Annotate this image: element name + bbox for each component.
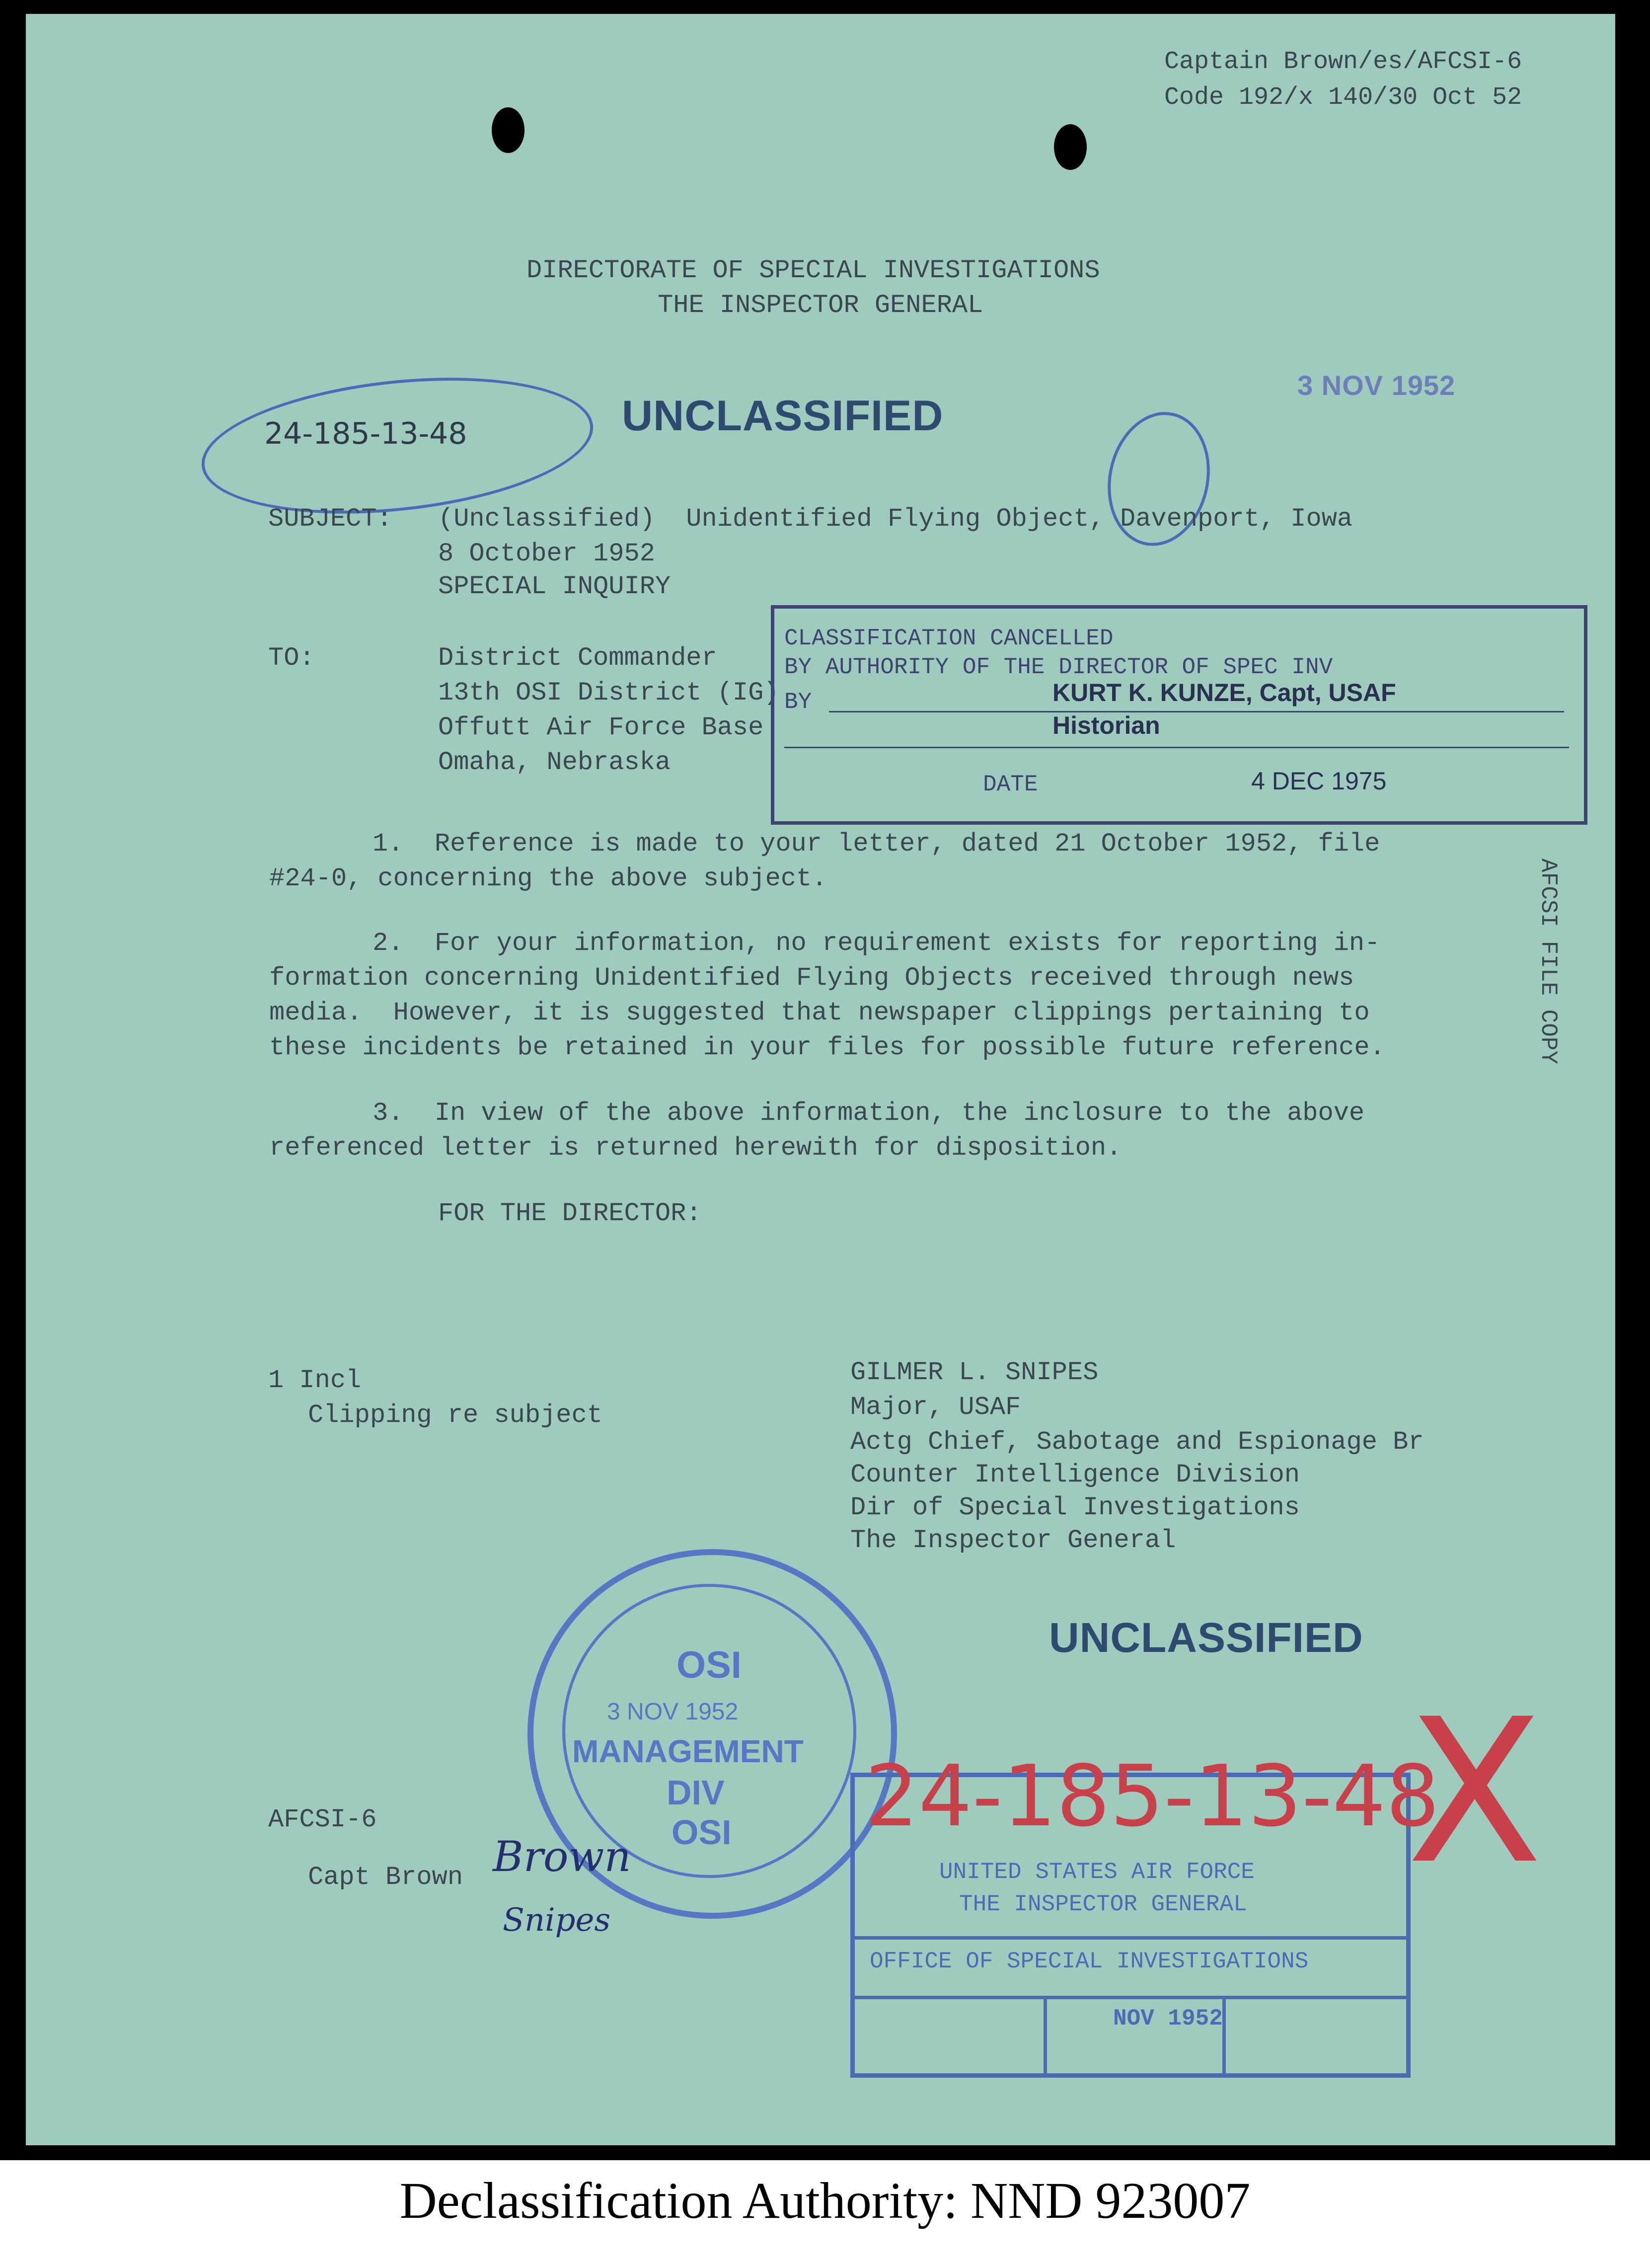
- routing-line-2: Code 192/x 140/30 Oct 52: [1164, 83, 1522, 112]
- punch-hole-right: [1054, 124, 1087, 170]
- declassification-caption: Declassification Authority: NND 923007: [399, 2172, 1251, 2229]
- para-1-line-2: #24-0, concerning the above subject.: [269, 864, 827, 893]
- routing-officer: Capt Brown: [308, 1863, 463, 1892]
- signer-title-1: Actg Chief, Sabotage and Espionage Br: [850, 1427, 1424, 1457]
- subject-line-2: 8 October 1952: [438, 539, 655, 568]
- subject-line-1: (Unclassified) Unidentified Flying Object, Davenport, Iowa: [438, 504, 1353, 534]
- cancel-officer-title: Historian: [1052, 711, 1160, 739]
- document-page: [26, 14, 1615, 2145]
- cancel-line-1: CLASSIFICATION CANCELLED: [784, 626, 1114, 651]
- handwritten-file-number: 24-185-13-48: [865, 1747, 1440, 1846]
- letterhead-line-1: DIRECTORATE OF SPECIAL INVESTIGATIONS: [526, 256, 1100, 285]
- usaf-stamp-divider-2: [1222, 1996, 1226, 2073]
- cancel-mid-rule: [784, 747, 1569, 748]
- closing-line: FOR THE DIRECTOR:: [438, 1199, 702, 1228]
- routing-office: AFCSI-6: [268, 1805, 377, 1834]
- enclosure-line-2: Clipping re subject: [308, 1401, 602, 1430]
- para-2-line-3: media. However, it is suggested that newspaper clippings pertaining to: [269, 998, 1370, 1027]
- para-2-line-4: these incidents be retained in your files for possible future reference.: [269, 1033, 1385, 1062]
- usaf-stamp-rule-top: [855, 1936, 1406, 1940]
- usaf-osi-receipt-stamp: [850, 1747, 1440, 2078]
- letterhead-line-2: THE INSPECTOR GENERAL: [658, 291, 983, 320]
- enclosure-line-1: 1 Incl: [268, 1366, 362, 1395]
- para-2-line-2: formation concerning Unidentified Flying Objects received through news: [269, 963, 1354, 993]
- punch-hole-left: [492, 107, 525, 153]
- usaf-stamp-divider-1: [1044, 1996, 1047, 2073]
- usaf-stamp-rule-bottom: [855, 1996, 1406, 1999]
- snipes-initials: Snipes: [503, 1902, 611, 1939]
- signer-title-2: Counter Intelligence Division: [850, 1460, 1300, 1489]
- seal-osi: OSI: [676, 1644, 742, 1686]
- signer-title-4: The Inspector General: [850, 1526, 1176, 1555]
- usaf-stamp-line-3: OFFICE OF SPECIAL INVESTIGATIONS: [870, 1949, 1309, 1974]
- cancel-officer-name: KURT K. KUNZE, Capt, USAF: [1052, 679, 1396, 706]
- usaf-stamp-line-2: THE INSPECTOR GENERAL: [959, 1891, 1247, 1917]
- usaf-stamp-line-1: UNITED STATES AIR FORCE: [939, 1859, 1255, 1885]
- seal-line-3: OSI: [672, 1813, 732, 1852]
- date-received-stamp: 3 NOV 1952: [1297, 370, 1456, 401]
- to-label: TO:: [268, 643, 315, 673]
- afcsi-file-copy-stamp: AFCSI FILE COPY: [1535, 859, 1561, 1065]
- seal-date: 3 NOV 1952: [607, 1699, 739, 1725]
- red-x-mark: X: [1407, 1677, 1543, 1908]
- subject-line-3: SPECIAL INQUIRY: [438, 572, 671, 601]
- cancel-by-label: BY: [784, 689, 812, 715]
- usaf-stamp-date: NOV 1952: [1113, 2006, 1223, 2032]
- cancel-line-2: BY AUTHORITY OF THE DIRECTOR OF SPEC INV: [784, 654, 1333, 680]
- signer-rank: Major, USAF: [850, 1393, 1021, 1422]
- cancel-date: 4 DEC 1975: [1251, 767, 1387, 795]
- para-3-line-2: referenced letter is returned herewith for disposition.: [269, 1133, 1122, 1163]
- unclassified-stamp-top: UNCLASSIFIED: [622, 392, 944, 440]
- para-1-line-1: 1. Reference is made to your letter, dated 21 October 1952, file: [373, 829, 1380, 859]
- signer-title-3: Dir of Special Investigations: [850, 1493, 1300, 1522]
- to-line-1: District Commander: [438, 643, 717, 673]
- to-line-2: 13th OSI District (IG): [438, 678, 779, 707]
- subject-label: SUBJECT:: [268, 504, 392, 534]
- cancel-by-rule: [829, 711, 1564, 712]
- unclassified-stamp-bottom: UNCLASSIFIED: [1049, 1614, 1363, 1661]
- classification-cancelled-stamp: [771, 605, 1587, 825]
- signer-name: GILMER L. SNIPES: [850, 1358, 1099, 1387]
- para-2-line-1: 2. For your information, no requirement exists for reporting in-: [373, 929, 1380, 958]
- to-line-3: Offutt Air Force Base: [438, 713, 764, 742]
- cancel-date-label: DATE: [983, 772, 1038, 797]
- to-line-4: Omaha, Nebraska: [438, 748, 671, 777]
- seal-line-2: DIV: [667, 1773, 725, 1812]
- seal-line-1: MANAGEMENT: [572, 1733, 804, 1769]
- para-3-line-1: 3. In view of the above information, the inclosure to the above: [373, 1098, 1365, 1128]
- brown-initials: Brown: [493, 1832, 631, 1881]
- routing-line-1: Captain Brown/es/AFCSI-6: [1164, 48, 1522, 76]
- circled-file-number: 24-185-13-48: [264, 416, 467, 451]
